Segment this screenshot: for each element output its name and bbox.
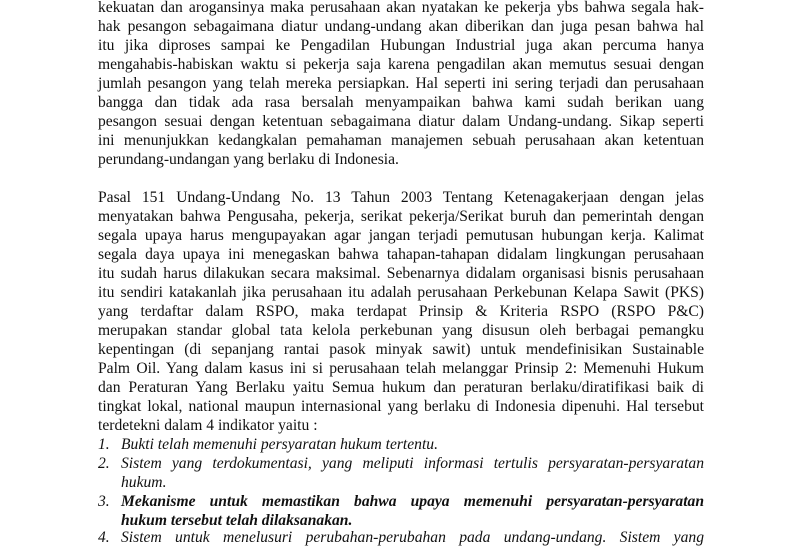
paragraph-line: menyatakan bahwa Pengusaha, pekerja, serikat pekerja/Serikat buruh dan pemerintah dengan	[98, 208, 704, 225]
paragraph-line: kekuatan dan arogansinya maka perusahaan akan nyatakan ke pekerja ybs bahwa segala hak-	[98, 0, 704, 16]
paragraph-line: segala daya upaya ini menegaskan bahwa tahapan-tahapan didalam lingkungan perusahaan	[98, 246, 704, 263]
list-item-text: Mekanisme untuk memastikan bahwa upaya memenuhi persyaratan-persyaratan	[121, 493, 704, 510]
paragraph-line: pesangon sesuai dengan ketentuan sebagaimana diatur dalam Undang-undang. Sikap seperti	[98, 113, 704, 130]
list-number: 1.	[98, 436, 110, 453]
list-number: 2.	[98, 455, 110, 472]
list-item-text: Bukti telah memenuhi persyaratan hukum tertentu.	[121, 436, 439, 453]
paragraph-line: itu jika diproses sampai ke Pengadilan Hubungan Industrial juga akan percuma hanya	[98, 37, 704, 54]
paragraph-line: itu sudah harus dilakukan secara maksimal. Sebenarnya didalam organisasi bisnis perusahaan	[98, 265, 704, 282]
paragraph-line: tingkat lokal, national maupun internasional yang berlaku di Indonesia dipenuhi. Hal tersebut	[98, 398, 704, 415]
paragraph-line: mengahabis-habiskan waktu si pekerja saja karena pengadilan akan memutus sesuai dengan	[98, 56, 704, 73]
paragraph-line: yang terdaftar dalam RSPO, maka terdapat Prinsip & Kriteria RSPO (RSPO P&C)	[98, 303, 704, 320]
list-item-text: Sistem untuk menelusuri perubahan-perubahan pada undang-undang. Sistem yang	[121, 529, 704, 546]
list-item-text: Sistem yang terdokumentasi, yang meliputi informasi tertulis persyaratan-persyaratan	[121, 455, 704, 472]
list-number: 4.	[98, 529, 110, 546]
paragraph-line: dan Peraturan Yang Berlaku yaitu Semua hukum dan peraturan berlaku/diratifikasi baik di	[98, 379, 704, 396]
list-item-text: hukum tersebut telah dilaksanakan.	[121, 512, 353, 529]
paragraph-line: ini menunjukkan kedangkalan pemahaman manajemen sebuah perusahaan akan ketentuan	[98, 132, 704, 149]
paragraph-line: perundang-undangan yang berlaku di Indonesia.	[98, 151, 399, 168]
list-item-text: hukum.	[121, 474, 167, 491]
paragraph-line: terdetekni dalam 4 indikator yaitu :	[98, 417, 318, 434]
paragraph-line: Pasal 151 Undang-Undang No. 13 Tahun 2003 Tentang Ketenagakerjaan dengan jelas	[98, 189, 704, 206]
paragraph-line: Palm Oil. Yang dalam kasus ini si perusahaan telah melanggar Prinsip 2: Memenuhi Hukum	[98, 360, 704, 377]
list-number: 3.	[98, 493, 110, 510]
paragraph-line: bangga dan tidak ada rasa bersalah menyampaikan bahwa kami sudah berikan uang	[98, 94, 704, 111]
paragraph-line: itu sendiri katakanlah jika perusahaan itu adalah perusahaan Perkebunan Kelapa Sawit (PKS)	[98, 284, 704, 301]
paragraph-line: jumlah pesangon yang telah mereka persiapkan. Hal seperti ini sering terjadi dan perusahaan	[98, 75, 704, 92]
paragraph-line: segala upaya harus mengupayakan agar jangan terjadi pemutusan hubungan kerja. Kalimat	[98, 227, 704, 244]
paragraph-line: merupakan standar global tata kelola perkebunan yang disusun oleh berbagai pemangku	[98, 322, 704, 339]
paragraph-line: kepentingan (di sepanjang rantai pasok minyak sawit) untuk mendefinisikan Sustainable	[98, 341, 704, 358]
paragraph-line: hak pesangon sebagaimana diatur undang-undang akan diberikan dan juga pesan bahwa hal	[98, 18, 704, 35]
